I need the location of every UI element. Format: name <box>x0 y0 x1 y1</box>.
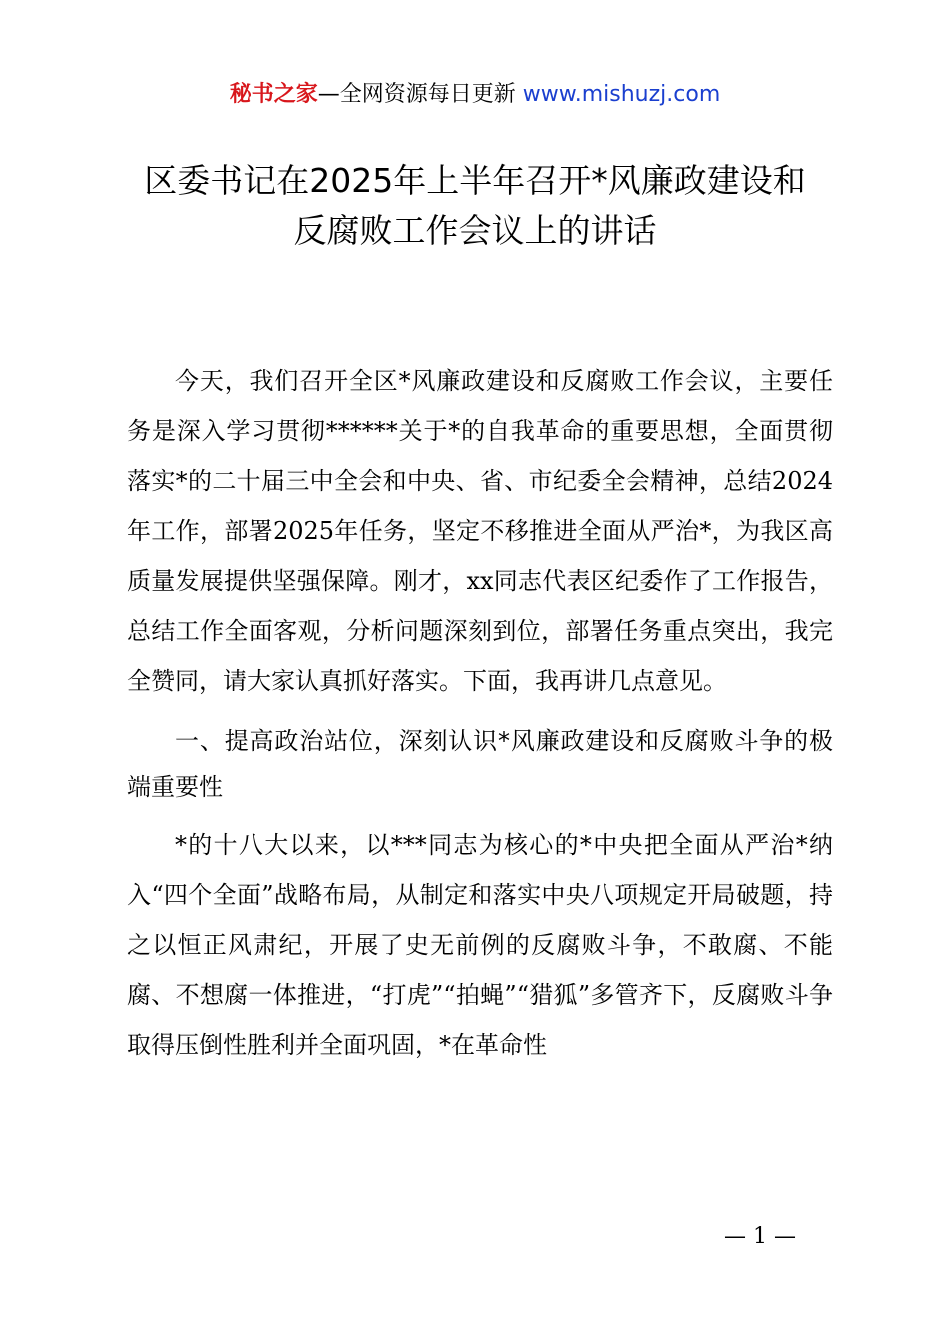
site-header <box>0 78 950 112</box>
header-tagline: —全网资源每日更新 <box>317 82 523 107</box>
document-title <box>60 156 890 256</box>
section-1-paragraph: *的十八大以来，以***同志为核心的*中央把全面从严治*纳入“四个全面”战略布局，从制定和落实中央八项规定开局破题，持之以恒正风肃纪，开展了史无前例的反腐败斗争，不敢腐、不能腐、不想腐一体推进，“打虎”“拍蝇”“猎狐”多管齐下，反腐败斗争取得压倒性胜利并全面巩固，*在革命性 <box>127 831 833 1059</box>
brand-name: 秘书之家 <box>229 82 318 107</box>
title-line-1: 区委书记在2025年上半年召开*风廉政建设和 <box>144 161 806 200</box>
section-heading-1: 一、提高政治站位，深刻认识*风廉政建设和反腐败斗争的极端重要性 <box>127 727 833 801</box>
document-body <box>127 356 833 1070</box>
page-number: — 1 — <box>724 1224 796 1249</box>
site-url[interactable]: www.mishuzj.com <box>522 82 721 107</box>
intro-paragraph: 今天，我们召开全区*风廉政建设和反腐败工作会议，主要任务是深入学习贯彻******关于*的自我革命的重要思想，全面贯彻落实*的二十届三中全会和中央、省、市纪委全会精神，总结2024年工作，部署2025年任务，坚定不移推进全面从严治*，为我区高质量发展提供坚强保障。刚才，xx同志代表区纪委作了工作报告，总结工作全面客观，分析问题深刻到位，部署任务重点突出，我完全赞同，请大家认真抓好落实。下面，我再讲几点意见。 <box>127 367 833 695</box>
title-line-2: 反腐败工作会议上的讲话 <box>293 211 657 250</box>
